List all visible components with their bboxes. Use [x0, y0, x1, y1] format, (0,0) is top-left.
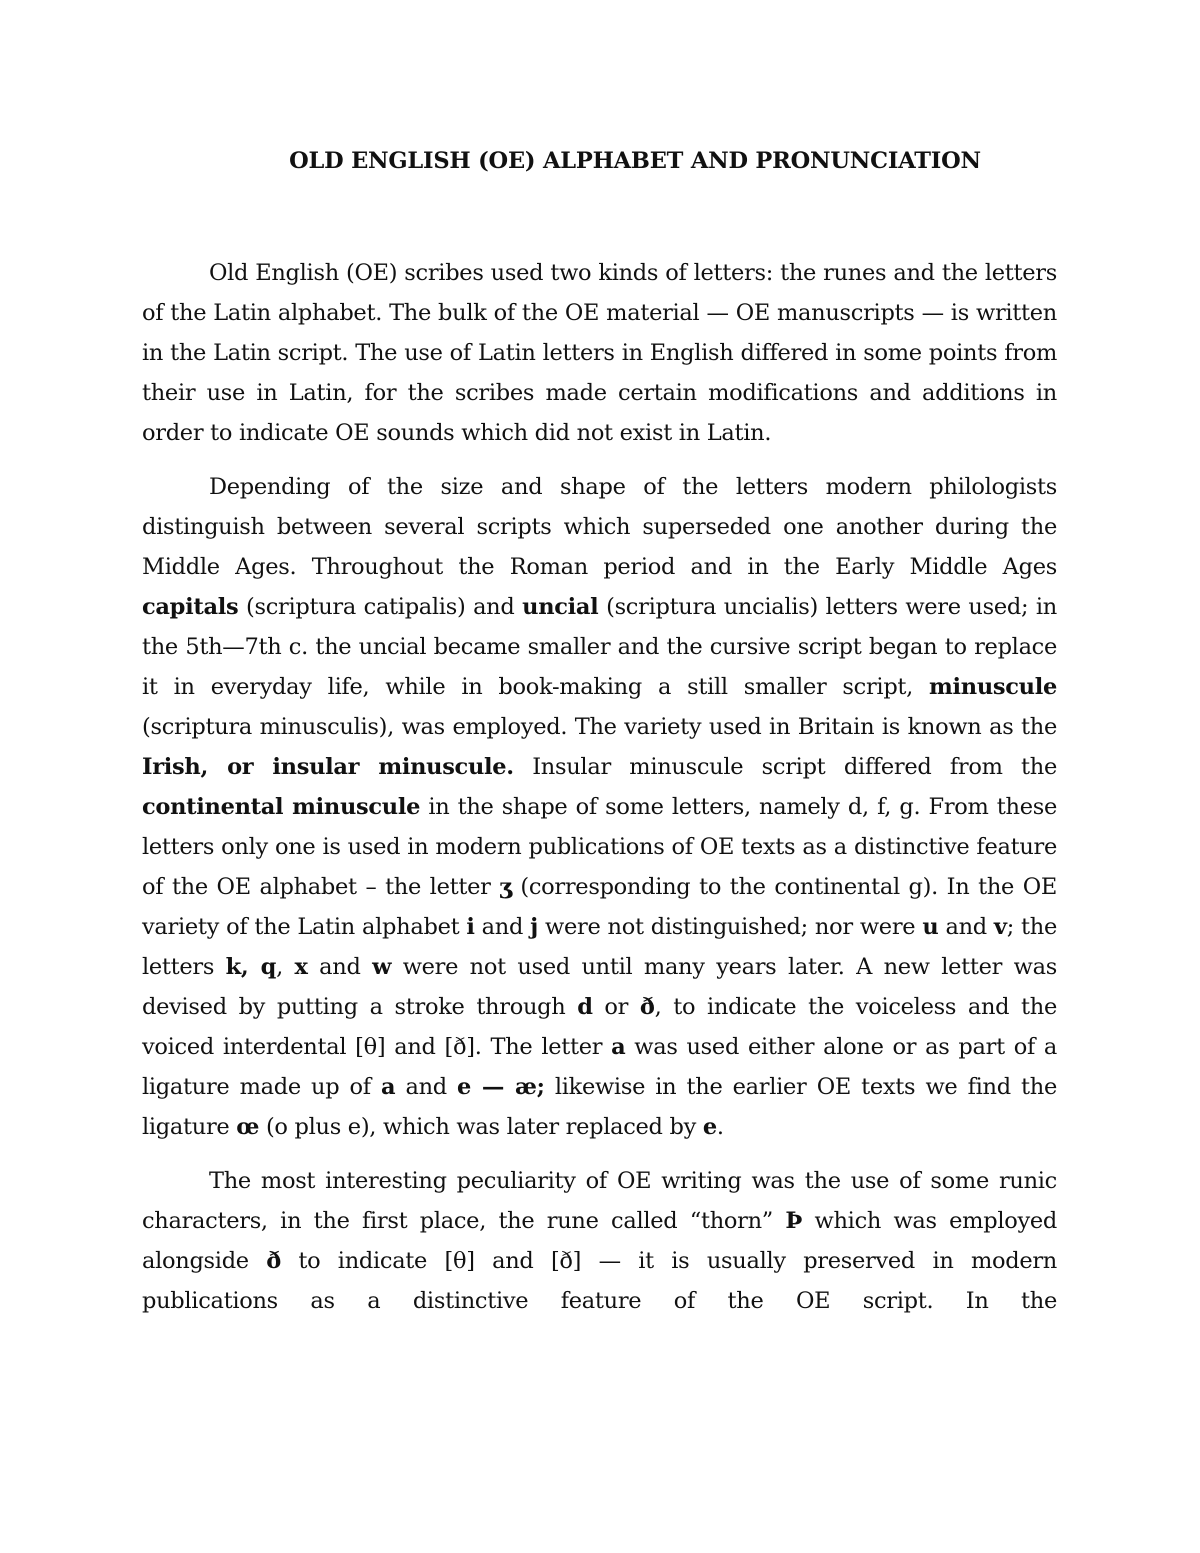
- paragraph-3: [142, 1161, 1057, 1321]
- bold-term: Irish, or insular minuscule.: [142, 754, 514, 780]
- text-run: and: [474, 914, 531, 940]
- text-run: was used either alone or as part of a ligature made up of: [142, 1034, 1057, 1100]
- text-run: and: [395, 1074, 458, 1100]
- text-run: and: [307, 954, 373, 980]
- bold-letter: ð: [266, 1248, 281, 1274]
- bold-letter: k, q: [225, 954, 277, 980]
- text-run: Insular minuscule script differed from the: [513, 754, 1057, 780]
- bold-letter: Þ: [785, 1208, 803, 1234]
- text-run: (corresponding to the continental g). In the OE variety of the Latin alphabet: [142, 874, 1057, 940]
- bold-letter: w: [372, 954, 392, 980]
- text-run: , to indicate the voiceless and the voiced interdental [θ] and [ð]. The letter: [142, 994, 1057, 1060]
- text-run: to indicate [θ] and [ð] — it is usually preserved in modern publications as a distinctive feature of the OE script. In the: [142, 1248, 1058, 1314]
- bold-letter: v: [993, 914, 1007, 940]
- bold-letter: ʒ: [499, 874, 512, 900]
- text-run: ,: [276, 954, 295, 980]
- bold-letter: j: [530, 914, 538, 940]
- document-body: [142, 253, 1057, 1335]
- paragraph-1: Old English (OE) scribes used two kinds of letters: the runes and the letters of the Latin alphabet. The bulk of the OE material — OE manuscripts — is written in the Latin script. The use of Latin letters in English differed in some points from their use in Latin, for the scribes made certain modifications and additions in order to indicate OE sounds which did not exist in Latin.: [142, 260, 1057, 446]
- bold-letter: ð: [639, 994, 655, 1020]
- bold-term: continental minuscule: [142, 794, 421, 820]
- text-run: and: [938, 914, 994, 940]
- text-run: likewise in the earlier OE texts we find the ligature: [142, 1074, 1057, 1140]
- bold-letter: œ: [236, 1114, 260, 1140]
- text-run: were not used until many years later. A new letter was devised by putting a stroke through: [142, 954, 1057, 1020]
- bold-term: capitals: [142, 594, 239, 620]
- bold-letter: x: [294, 954, 308, 980]
- bold-letter: u: [922, 914, 939, 940]
- bold-term: minuscule: [929, 674, 1057, 700]
- paragraph-2: [142, 467, 1057, 1147]
- text-run: (scriptura uncialis) letters were used; in the 5th—7th c. the uncial became smaller and the cursive script began to replace it in everyday life, while in book-making a still smaller script,: [142, 594, 1057, 700]
- text-run: (o plus e), which was later replaced by: [259, 1114, 703, 1140]
- text-run: ; the letters: [142, 914, 1057, 980]
- bold-letter: e — æ;: [457, 1074, 545, 1100]
- text-run: (scriptura catipalis) and: [238, 594, 523, 620]
- text-run: .: [716, 1114, 724, 1140]
- bold-letter: d: [577, 994, 593, 1020]
- text-run: were not distinguished; nor were: [537, 914, 923, 940]
- page-title: OLD ENGLISH (OE) ALPHABET AND PRONUNCIATION: [289, 148, 981, 174]
- bold-term: uncial: [522, 594, 599, 620]
- text-run: Depending of the size and shape of the letters modern philologists distinguish between several scripts which superseded one another during the Middle Ages. Throughout the Roman period and in the Early Middle Ages: [142, 474, 1057, 580]
- text-run: in the shape of some letters, namely d, f, g. From these letters only one is used in modern publications of OE texts as a distinctive feature of the OE alphabet – the letter: [142, 794, 1057, 900]
- bold-letter: a: [611, 1034, 626, 1060]
- bold-letter: a: [380, 1074, 396, 1100]
- bold-letter: i: [466, 914, 475, 940]
- text-run: or: [592, 994, 640, 1020]
- text-run: which was employed alongside: [142, 1208, 1057, 1274]
- text-run: The most interesting peculiarity of OE writing was the use of some runic characters, in the first place, the rune called “thorn”: [142, 1168, 1057, 1234]
- text-run: (scriptura minusculis), was employed. The variety used in Britain is known as the: [142, 714, 1057, 740]
- bold-letter: e: [702, 1114, 717, 1140]
